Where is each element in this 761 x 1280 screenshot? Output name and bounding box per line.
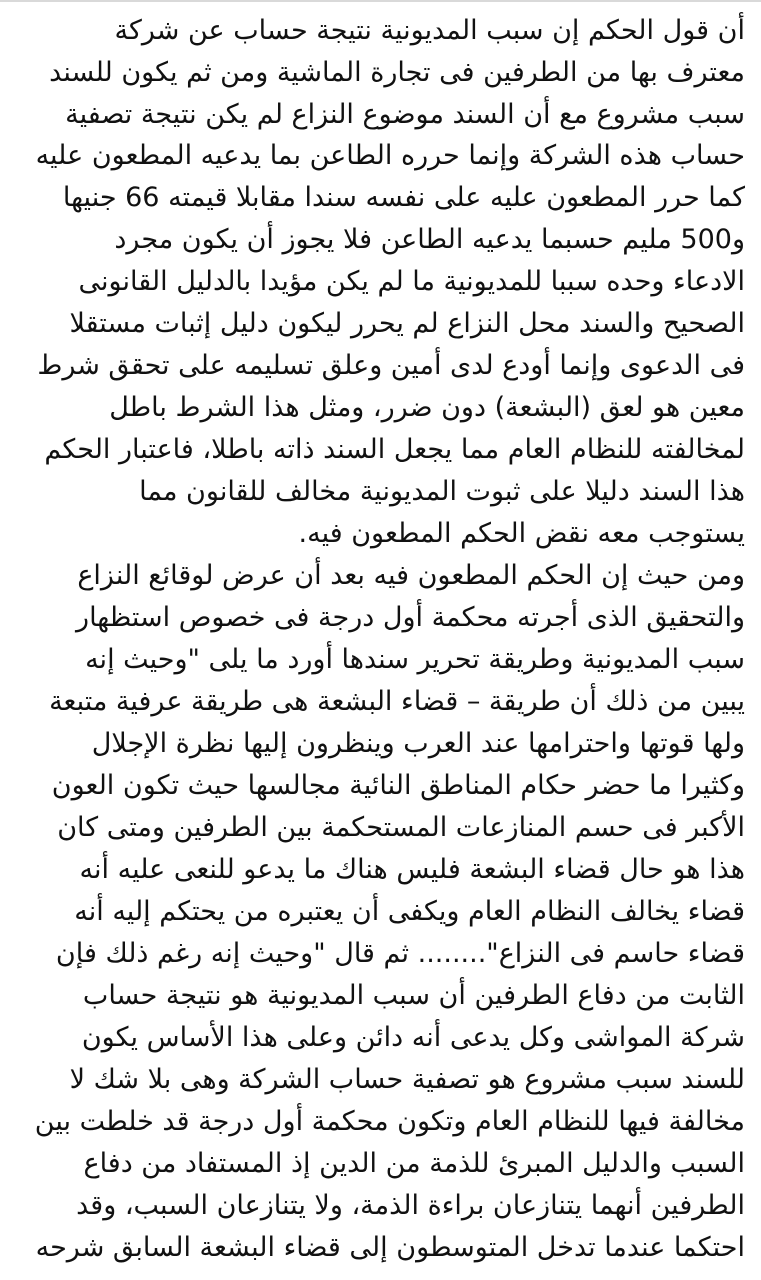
text-line-6: و500 مليم حسبما يدعيه الطاعن فلا يجوز أن يكون مجرد <box>114 224 745 255</box>
text-line-27: مخالفة فيها للنظام العام وتكون محكمة أول درجة قد خلطت بين <box>34 1106 745 1137</box>
text-line-30: احتكما عندما تدخل المتوسطون إلى قضاء البشعة السابق شرحه <box>35 1232 745 1263</box>
text-line-7: الادعاء وحده سببا للمديونية ما لم يكن مؤيدا بالدليل القانونى <box>78 266 745 297</box>
text-line-12: هذا السند دليلا على ثبوت المديونية مخالف للقانون مما <box>139 476 745 507</box>
top-edge-divider <box>0 0 761 2</box>
text-line-10: معين هو لعق (البشعة) دون ضرر، ومثل هذا الشرط باطل <box>109 392 745 423</box>
text-line-23: قضاء حاسم فى النزاع"........ ثم قال "وحيث إنه رغم ذلك فإن <box>55 938 745 969</box>
text-line-11: لمخالفته للنظام العام مما يجعل السند ذاته باطلا، فاعتبار الحكم <box>44 434 745 465</box>
text-line-1: أن قول الحكم إن سبب المديونية نتيجة حساب عن شركة <box>114 15 745 46</box>
text-line-15: والتحقيق الذى أجرته محكمة أول درجة فى خصوص استظهار <box>76 602 745 633</box>
text-line-20: الأكبر فى حسم المنازعات المستحكمة بين الطرفين ومتى كان <box>57 812 745 843</box>
text-line-9: فى الدعوى وإنما أودع لدى أمين وعلق تسليمه على تحقق شرط <box>37 350 745 381</box>
text-line-26: للسند سبب مشروع هو تصفية حساب الشركة وهى بلا شك لا <box>69 1064 745 1095</box>
text-line-14: ومن حيث إن الحكم المطعون فيه بعد أن عرض لوقائع النزاع <box>77 560 745 591</box>
text-line-13: يستوجب معه نقض الحكم المطعون فيه. <box>298 518 745 549</box>
text-line-18: ولها قوتها واحترامها عند العرب وينظرون إليها نظرة الإجلال <box>91 728 745 759</box>
text-line-2: معترف بها من الطرفين فى تجارة الماشية ومن ثم يكون للسند <box>49 57 745 88</box>
text-line-3: سبب مشروع مع أن السند موضوع النزاع لم يكن نتيجة تصفية <box>65 99 745 130</box>
text-line-19: وكثيرا ما حضر حكام المناطق النائية مجالسها حيث تكون العون <box>51 770 745 801</box>
text-line-22: قضاء يخالف النظام العام ويكفى أن يعتبره من يحتكم إليه أنه <box>74 896 745 927</box>
text-line-28: السبب والدليل المبرئ للذمة من الدين إذ المستفاد من دفاع <box>83 1148 745 1179</box>
text-line-17: يبين من ذلك أن طريقة – قضاء البشعة هى طريقة عرفية متبعة <box>49 686 745 717</box>
text-line-25: شركة المواشى وكل يدعى أنه دائن وعلى هذا الأساس يكون <box>81 1022 745 1053</box>
text-line-21: هذا هو حال قضاء البشعة فليس هناك ما يدعو للنعى عليه أنه <box>79 854 745 885</box>
text-line-29: الطرفين أنهما يتنازعان براءة الذمة، ولا يتنازعان السبب، وقد <box>76 1190 745 1221</box>
text-line-4: حساب هذه الشركة وإنما حرره الطاعن بما يدعيه المطعون عليه <box>35 140 745 171</box>
text-line-8: الصحيح والسند محل النزاع لم يحرر ليكون دليل إثبات مستقلا <box>69 308 745 339</box>
text-line-5: كما حرر المطعون عليه على نفسه سندا مقابلا قيمته 66 جنيها <box>62 182 745 213</box>
text-line-16: سبب المديونية وطريقة تحرير سندها أورد ما يلى "وحيث إنه <box>85 644 745 675</box>
text-line-24: الثابت من دفاع الطرفين أن سبب المديونية هو نتيجة حساب <box>82 980 745 1011</box>
